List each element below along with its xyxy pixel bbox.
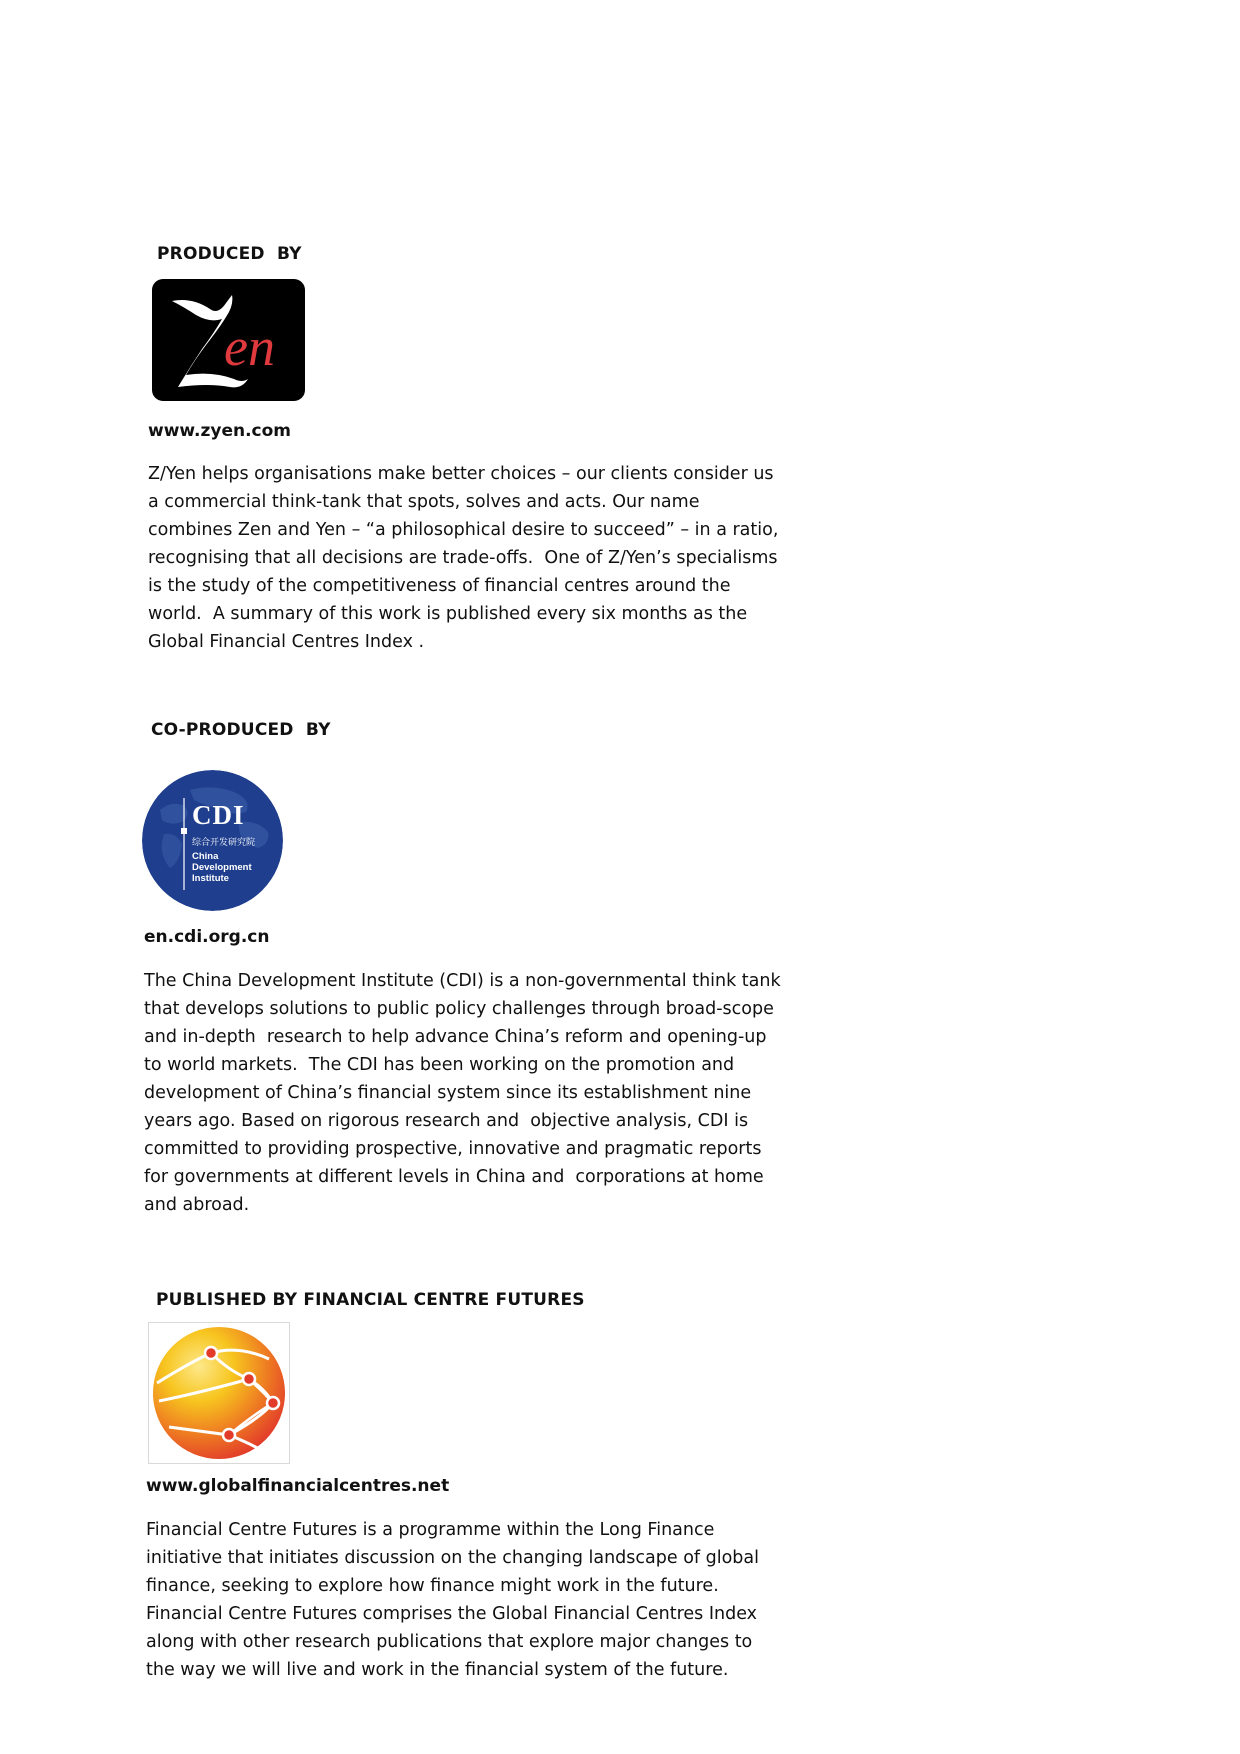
zyen-logo xyxy=(152,279,305,401)
zyen-url-link[interactable]: www.zyen.com xyxy=(148,421,292,441)
produced-by-heading: PRODUCED BY xyxy=(157,244,302,264)
paragraph-line: combines Zen and Yen – “a philosophical desire to succeed” – in a ratio, xyxy=(148,520,779,540)
paragraph-line: The China Development Institute (CDI) is a non-governmental think tank xyxy=(144,971,781,991)
zyen-description xyxy=(148,460,788,656)
paragraph-line: committed to providing prospective, innovative and pragmatic reports xyxy=(144,1139,762,1159)
paragraph-line: Financial Centre Futures comprises the Global Financial Centres Index xyxy=(146,1604,758,1624)
paragraph-line: a commercial think-tank that spots, solves and acts. Our name xyxy=(148,492,700,512)
paragraph-line: finance, seeking to explore how finance might work in the future. xyxy=(146,1576,719,1596)
paragraph-line: is the study of the competitiveness of financial centres around the xyxy=(148,576,731,596)
cdi-logo-abbr: CDI xyxy=(192,800,245,830)
paragraph-line: recognising that all decisions are trade-offs. One of Z/Yen’s specialisms xyxy=(148,548,778,568)
fcf-description xyxy=(146,1516,786,1684)
paragraph-line: world. A summary of this work is published every six months as the xyxy=(148,604,748,624)
paragraph-line: to world markets. The CDI has been working on the promotion and xyxy=(144,1055,735,1075)
cdi-url-link[interactable]: en.cdi.org.cn xyxy=(144,927,270,947)
paragraph-line: the way we will live and work in the financial system of the future. xyxy=(146,1660,729,1680)
gfc-url-link[interactable]: www.globalfinancialcentres.net xyxy=(146,1476,450,1496)
paragraph-line: Global Financial Centres Index . xyxy=(148,632,425,652)
cdi-logo-line: Institute xyxy=(192,873,229,884)
cdi-logo-line: Development xyxy=(192,862,252,873)
paragraph-line: for governments at different levels in China and corporations at home xyxy=(144,1167,764,1187)
paragraph-line: along with other research publications that explore major changes to xyxy=(146,1632,753,1652)
cdi-description xyxy=(144,967,784,1219)
cdi-logo xyxy=(142,770,283,911)
paragraph-line: years ago. Based on rigorous research and objective analysis, CDI is xyxy=(144,1111,749,1131)
paragraph-line: Z/Yen helps organisations make better choices – our clients consider us xyxy=(148,464,774,484)
paragraph-line: and in-depth research to help advance China’s reform and opening-up xyxy=(144,1027,767,1047)
published-by-heading: PUBLISHED BY FINANCIAL CENTRE FUTURES xyxy=(156,1290,585,1310)
cdi-logo-chinese: 综合开发研究院 xyxy=(192,838,256,848)
paragraph-line: initiative that initiates discussion on the changing landscape of global xyxy=(146,1548,759,1568)
co-produced-by-heading: CO-PRODUCED BY xyxy=(151,720,331,740)
paragraph-line: and abroad. xyxy=(144,1195,250,1215)
paragraph-line: Financial Centre Futures is a programme within the Long Finance xyxy=(146,1520,715,1540)
paragraph-line: development of China’s financial system since its establishment nine xyxy=(144,1083,752,1103)
zyen-logo-text: en xyxy=(224,317,275,377)
cdi-logo-line: China xyxy=(192,851,219,862)
fcf-globe-logo xyxy=(148,1322,290,1464)
paragraph-line: that develops solutions to public policy challenges through broad-scope xyxy=(144,999,774,1019)
